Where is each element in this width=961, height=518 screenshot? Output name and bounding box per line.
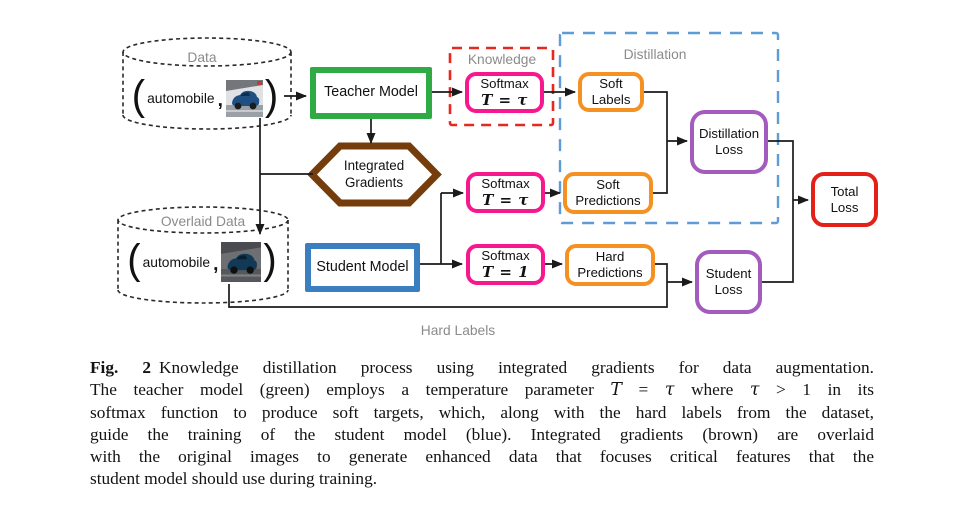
node-label: Total bbox=[830, 183, 859, 199]
tuple-comma: , bbox=[213, 254, 219, 275]
open-paren: ( bbox=[131, 72, 146, 120]
caption-text: T bbox=[610, 379, 622, 400]
open-paren: ( bbox=[127, 236, 141, 284]
tuple-comma: , bbox=[217, 90, 223, 111]
node-label: Softmax bbox=[481, 247, 530, 263]
node-label: Labels bbox=[591, 92, 631, 107]
distillation-loss-node bbox=[690, 110, 768, 174]
caption-text: Knowledge distillation process using integrated gradients for data augmentation. bbox=[159, 358, 874, 377]
softmax-one-node bbox=[466, 244, 545, 285]
class-label: automobile bbox=[142, 254, 211, 270]
knowledge-group-label: Knowledge bbox=[467, 52, 537, 67]
node-label: Hard bbox=[595, 249, 625, 265]
caption-line bbox=[90, 357, 874, 379]
node-label: Loss bbox=[714, 282, 743, 297]
class-label: automobile bbox=[147, 90, 215, 106]
caption-line bbox=[90, 468, 874, 490]
node-label: Distillation bbox=[698, 126, 760, 142]
student-model-node bbox=[305, 243, 420, 292]
hard-predictions-node bbox=[565, 244, 655, 286]
node-label: Soft bbox=[596, 177, 620, 193]
node-label: Loss bbox=[830, 199, 859, 215]
student-loss-node bbox=[695, 250, 762, 314]
caption-text: τ bbox=[749, 379, 760, 400]
close-paren: ) bbox=[263, 236, 277, 284]
caption-line bbox=[90, 402, 874, 424]
overlaid-data-cylinder-label: Overlaid Data bbox=[160, 214, 246, 229]
automobile-image bbox=[226, 80, 263, 117]
node-label: Loss bbox=[715, 142, 743, 157]
temperature-math: T = 1 bbox=[481, 263, 530, 282]
caption-text: Fig. 2 bbox=[90, 358, 152, 377]
node-label: Teacher Model bbox=[324, 84, 418, 101]
integrated-gradients-node bbox=[324, 158, 424, 192]
figure-caption bbox=[90, 357, 874, 489]
temperature-math: T = τ bbox=[482, 191, 529, 210]
overlaid-automobile-image bbox=[221, 241, 261, 283]
node-label: Integrated bbox=[343, 158, 405, 173]
caption-text: τ bbox=[664, 379, 675, 400]
softmax-tau-teacher-node bbox=[465, 72, 544, 113]
node-label: Student Model bbox=[316, 258, 409, 275]
caption-text: student model should use during training. bbox=[90, 468, 378, 488]
node-label: Predictions bbox=[577, 265, 643, 280]
node-label: Softmax bbox=[481, 175, 530, 191]
node-label: Softmax bbox=[480, 75, 529, 91]
soft-predictions-node bbox=[563, 172, 653, 214]
overlaid-tuple bbox=[118, 236, 286, 284]
caption-line bbox=[90, 379, 874, 402]
caption-text: guide the training of the student model (blue). Integrated gradients (brown) are overlaid bbox=[90, 424, 874, 444]
total-loss-node bbox=[811, 172, 878, 227]
data-tuple bbox=[122, 72, 288, 120]
hard-labels-label: Hard Labels bbox=[420, 323, 496, 338]
node-label: Soft bbox=[599, 76, 623, 92]
caption-line bbox=[90, 424, 874, 446]
node-label: Predictions bbox=[575, 193, 641, 208]
softmax-tau-student-node bbox=[466, 172, 545, 213]
teacher-model-node bbox=[310, 67, 432, 119]
node-label: Gradients bbox=[344, 174, 404, 190]
caption-text: > 1 in its bbox=[759, 379, 874, 399]
temperature-math: T = τ bbox=[481, 91, 528, 110]
caption-text: where bbox=[674, 379, 750, 399]
close-paren: ) bbox=[264, 72, 279, 120]
caption-text: softmax function to produce soft targets, which, along with the hard labels from the dataset, bbox=[90, 402, 874, 422]
distillation-group-label: Distillation bbox=[623, 47, 687, 62]
caption-text: The teacher model (green) employs a temperature parameter bbox=[90, 379, 611, 399]
soft-labels-node bbox=[578, 72, 644, 112]
caption-text: = bbox=[621, 379, 665, 399]
node-label: Student bbox=[705, 266, 752, 282]
data-cylinder-label: Data bbox=[187, 50, 217, 65]
caption-text: with the original images to generate enhanced data that focuses critical features that the bbox=[90, 446, 874, 466]
caption-line bbox=[90, 446, 874, 468]
